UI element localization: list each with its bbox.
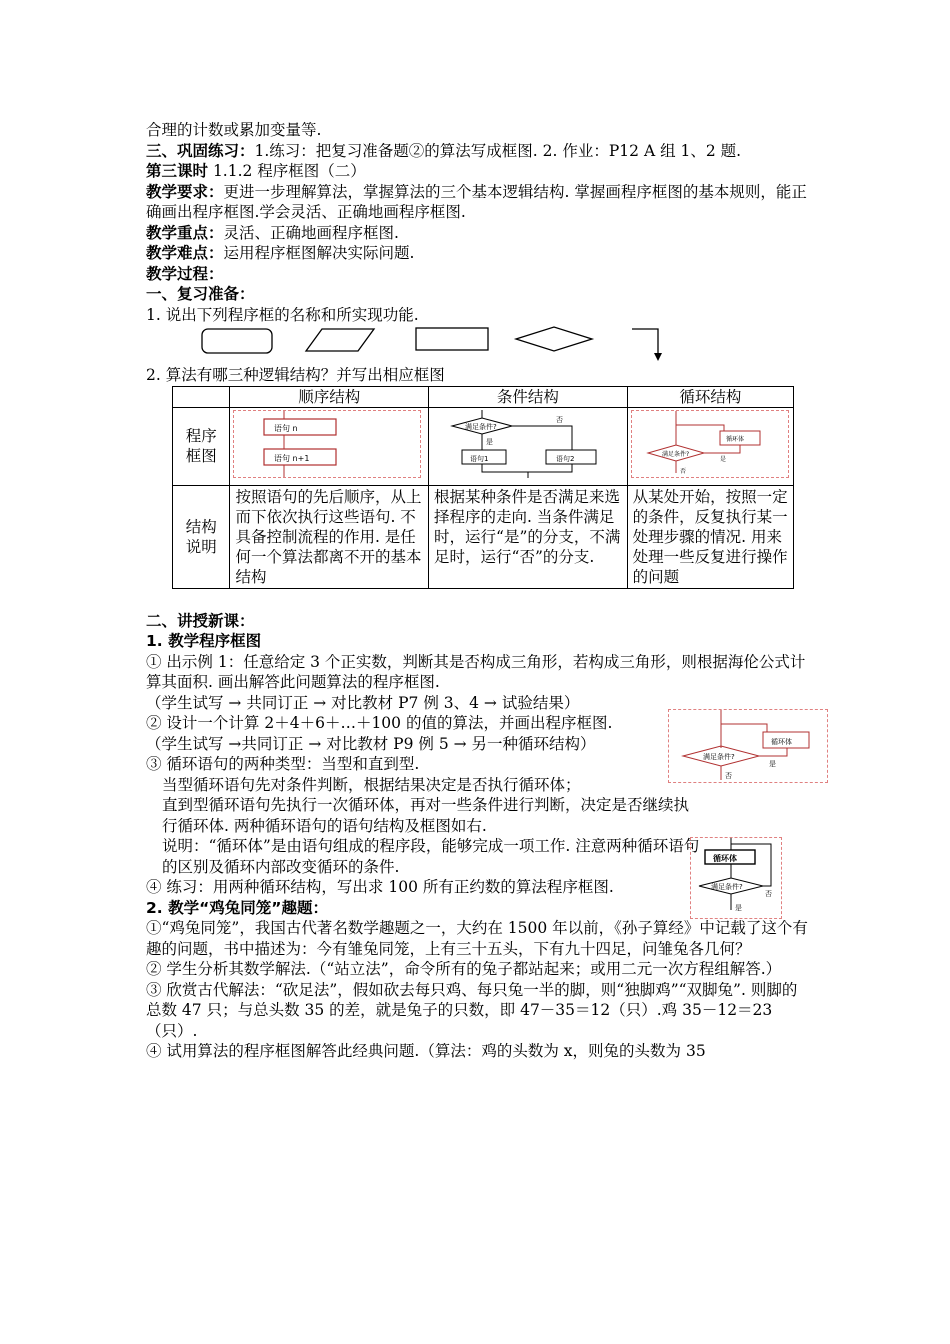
sequence-description: 按照语句的先后顺序，从上而下依次执行这些语句. 不具备控制流程的作用. 是任何一个算法都离不开的基本结构 (230, 485, 429, 588)
logic-structures-table (172, 386, 794, 589)
condition-figure-cell (429, 407, 628, 485)
header-loop: 循环结构 (627, 386, 793, 407)
subsection-chicken-rabbit-heading: 2. 教学“鸡兔同笼”趣题： (146, 898, 328, 917)
cond-no-label: 否 (556, 415, 564, 424)
review-heading: 一、复习准备： (146, 285, 255, 303)
io-parallelogram-shape (306, 329, 374, 351)
until-loop-flowchart (690, 837, 782, 919)
header-sequence: 顺序结构 (230, 386, 429, 407)
flow-line-arrow-shape (632, 329, 658, 355)
exercise-4-text: ④ 练习：用两种循环结构，写出求 100 所有正约数的算法程序框图. (146, 878, 614, 896)
loop-flowchart (631, 410, 789, 478)
text-line: 合理的计数或累加变量等. (146, 121, 322, 139)
question-1: 1. 说出下列程序框的名称和所实现功能. (146, 305, 419, 324)
example-1-steps: （学生试写 → 共同订正 → 对比教材 P7 例 3、4 → 试验结果） (146, 693, 580, 712)
section-heading: 三、巩固练习： (146, 141, 255, 160)
chicken-rabbit-analysis: ② 学生分析其数学解法.（“站立法”，命令所有的兔子都站起来；或用二元一次方程组解答.） (146, 960, 782, 978)
while-loop-yes-label: 是 (769, 760, 776, 768)
loop-decision-label: 满足条件? (661, 450, 689, 458)
while-loop-decision-label: 满足条件? (703, 753, 735, 761)
loop-yes-label: 是 (719, 455, 726, 463)
loop-body-note: 说明：“循环体”是由语句组成的程序段，能够完成一项工作. 注意两种循环语句的区别及循环内部改变循环的条件. (162, 837, 700, 876)
until-loop-decision-label: 满足条件? (711, 883, 743, 891)
example-2-steps: （学生试写 →共同订正 → 对比教材 P9 例 5 → 另一种循环结构） (146, 734, 596, 753)
sequence-flowchart (233, 410, 421, 478)
process-box-shape (416, 328, 488, 350)
lesson-title: 第三课时 1.1.2 程序框图（二） (146, 162, 366, 180)
loop-body-label: 循环体 (725, 435, 744, 443)
while-loop-text: 当型循环语句先对条件判断，根据结果决定是否执行循环体； (162, 775, 581, 794)
document-page (146, 120, 810, 1062)
new-lesson-heading: 二、讲授新课： (146, 611, 255, 630)
loop-types-intro: ③ 循环语句的两种类型：当型和直到型. (146, 755, 420, 773)
question-2: 2. 算法有哪三种逻辑结构？并写出相应框图 (146, 366, 445, 384)
loop-no-label: 否 (679, 467, 686, 475)
chicken-rabbit-algorithm: ④ 试用算法的程序框图解答此经典问题.（算法：鸡的头数为 x，则兔的头数为 35 (146, 1042, 706, 1060)
while-loop-flowchart (668, 709, 828, 783)
until-loop-body-label: 循环体 (713, 854, 737, 863)
terminal-box-shape (202, 329, 272, 353)
cond-statement1-label: 语句1 (470, 454, 489, 463)
header-condition: 条件结构 (429, 386, 628, 407)
cond-statement2-label: 语句2 (556, 454, 575, 463)
consolidation-line: 三、巩固练习：1.练习：把复习准备题②的算法写成框图. 2. 作业：P12 A 组 1、2 题. (146, 141, 742, 160)
chicken-rabbit-intro: ①“鸡兔同笼”，我国古代著名数学趣题之一，大约在 1500 年以前，《孙子算经》中记载了这个有趣的问题，书中描述为：今有雏兔同笼，上有三十五头，下有九十四足，问雏兔各几何？ (146, 919, 808, 958)
until-loop-text: 直到型循环语句先执行一次循环体，再对一些条件进行判断，决定是否继续执行循环体. 两种循环语句的语句结构及框图如右. (162, 796, 690, 835)
statement-n-label: 语句 n (274, 423, 299, 433)
loop-description: 从某处开始，按照一定的条件，反复执行某一处理步骤的情况. 用来处理一些反复进行操作的问题 (627, 485, 793, 588)
example-2-text: ② 设计一个计算 2＋4＋6＋…＋100 的值的算法，并画出程序框图. (146, 714, 613, 732)
table-corner (173, 386, 230, 407)
condition-description: 根据某种条件是否满足来选择程序的走向. 当条件满足时，运行“是”的分支，不满足时，运行“否”的分支. (429, 485, 628, 588)
teaching-requirements: 教学要求：更进一步理解算法，掌握算法的三个基本逻辑结构. 掌握画程序框图的基本规则，能正确画出程序框图.学会灵活、正确地画程序框图. (146, 182, 807, 221)
while-loop-body-label: 循环体 (771, 738, 792, 746)
flowchart-shapes-row (146, 325, 810, 365)
row-label-flowchart: 程序框图 (173, 407, 230, 485)
while-loop-no-label: 否 (725, 772, 732, 780)
process-heading: 教学过程： (146, 264, 224, 283)
teaching-key-points: 教学重点：灵活、正确地画程序框图. (146, 223, 399, 242)
subsection-flowchart-heading: 1. 教学程序框图 (146, 632, 262, 650)
loop-figure-cell (627, 407, 793, 485)
cond-yes-label: 是 (486, 437, 494, 446)
until-loop-no-label: 否 (765, 890, 772, 898)
cond-decision-label: 满足条件? (465, 422, 497, 431)
statement-n1-label: 语句 n+1 (274, 453, 310, 463)
condition-flowchart (432, 410, 622, 478)
decision-diamond-shape (516, 327, 592, 351)
sequence-figure-cell (230, 407, 429, 485)
chicken-rabbit-ancient-method: ③ 欣赏古代解法：“砍足法”，假如砍去每只鸡、每只兔一半的脚，则“独脚鸡”“双脚兔”. 则脚的总数 47 只；与总头数 35 的差，就是兔子的只数，即 47－35＝12（只）.鸡 35－12＝23（只）. (146, 980, 798, 1040)
teaching-difficulty: 教学难点：运用程序框图解决实际问题. (146, 244, 415, 262)
example-1-text: ① 出示例 1：任意给定 3 个正实数，判断其是否构成三角形，若构成三角形，则根据海伦公式计算其面积. 画出解答此问题算法的程序框图. (146, 652, 806, 691)
until-loop-yes-label: 是 (735, 904, 742, 912)
row-label-description: 结构说明 (173, 485, 230, 588)
flowchart-symbols (146, 325, 810, 365)
